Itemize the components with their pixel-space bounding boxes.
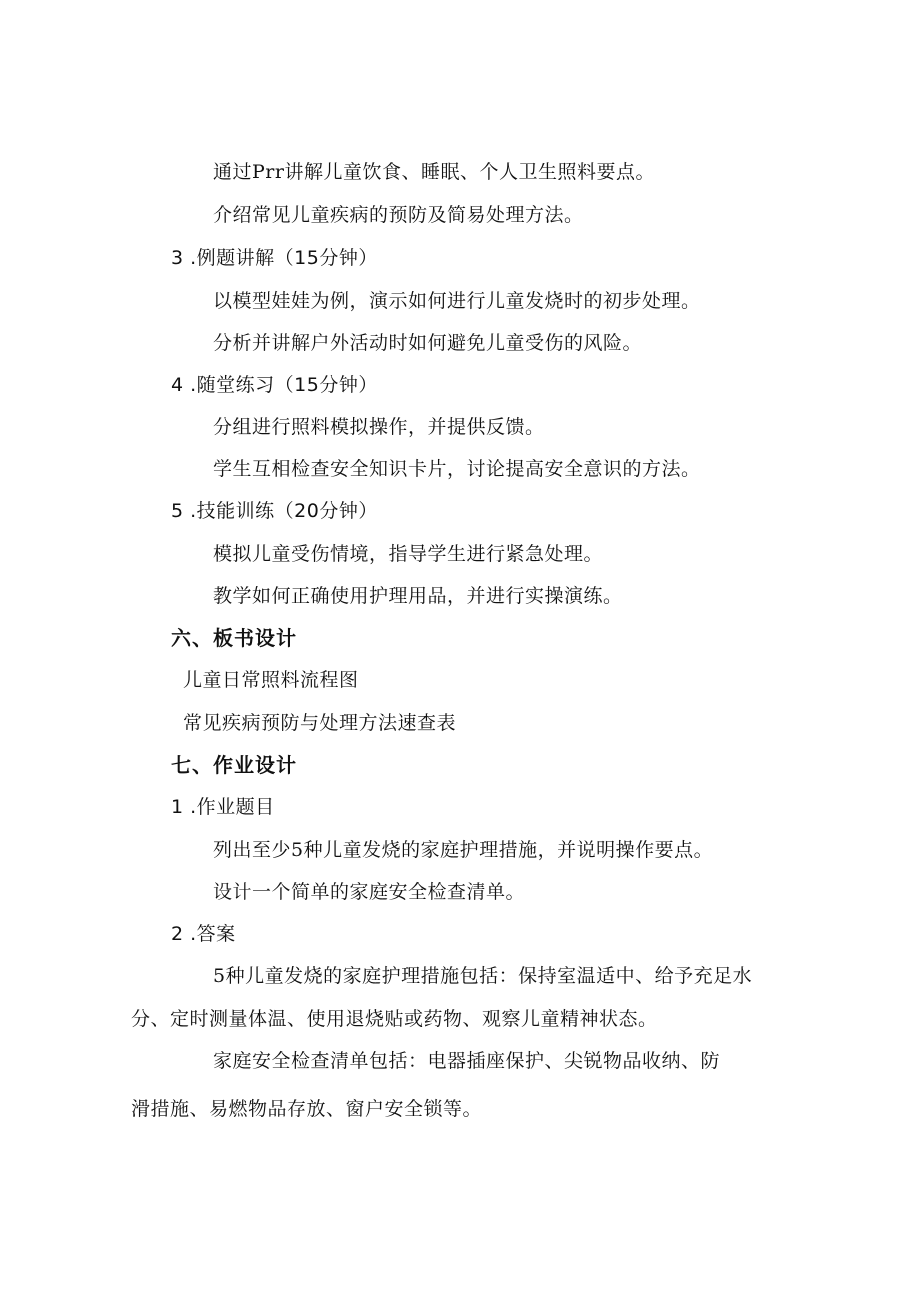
text-line: 分、定时测量体温、使用退烧贴或药物、观察儿童精神状态。 [131, 1008, 658, 1030]
list-item-heading: 1 .作业题目 [171, 796, 275, 818]
text-line: 通过Prr讲解儿童饮食、睡眠、个人卫生照料要点。 [213, 161, 655, 183]
text-line: 以模型娃娃为例，演示如何进行儿童发烧时的初步处理。 [213, 290, 701, 312]
section-heading: 六、板书设计 [171, 626, 297, 650]
list-item-heading: 5 .技能训练（20分钟） [171, 500, 378, 522]
text-line: 学生互相检查安全知识卡片，讨论提高安全意识的方法。 [213, 458, 701, 480]
text-line: 儿童日常照料流程图 [183, 669, 359, 691]
text-line: 设计一个简单的家庭安全检查清单。 [213, 881, 526, 903]
text-line: 教学如何正确使用护理用品，并进行实操演练。 [213, 585, 623, 607]
list-item-heading: 2 .答案 [171, 923, 236, 945]
text-line: 分组进行照料模拟操作，并提供反馈。 [213, 416, 545, 438]
text-line: 常见疾病预防与处理方法速查表 [183, 712, 457, 734]
text-line: 列出至少5种儿童发烧的家庭护理措施，并说明操作要点。 [213, 839, 714, 861]
text-line: 家庭安全检查清单包括：电器插座保护、尖锐物品收纳、防 [213, 1050, 721, 1072]
list-item-heading: 3 .例题讲解（15分钟） [171, 247, 378, 269]
text-line: 滑措施、易燃物品存放、窗户安全锁等。 [131, 1098, 483, 1120]
section-heading: 七、作业设计 [171, 753, 297, 777]
list-item-heading: 4 .随堂练习（15分钟） [171, 374, 378, 396]
text-line: 5种儿童发烧的家庭护理措施包括：保持室温适中、给予充足水 [213, 965, 753, 987]
text-line: 分析并讲解户外活动时如何避免儿童受伤的风险。 [213, 332, 643, 354]
text-line: 介绍常见儿童疾病的预防及简易处理方法。 [213, 204, 584, 226]
text-line: 模拟儿童受伤情境，指导学生进行紧急处理。 [213, 543, 604, 565]
